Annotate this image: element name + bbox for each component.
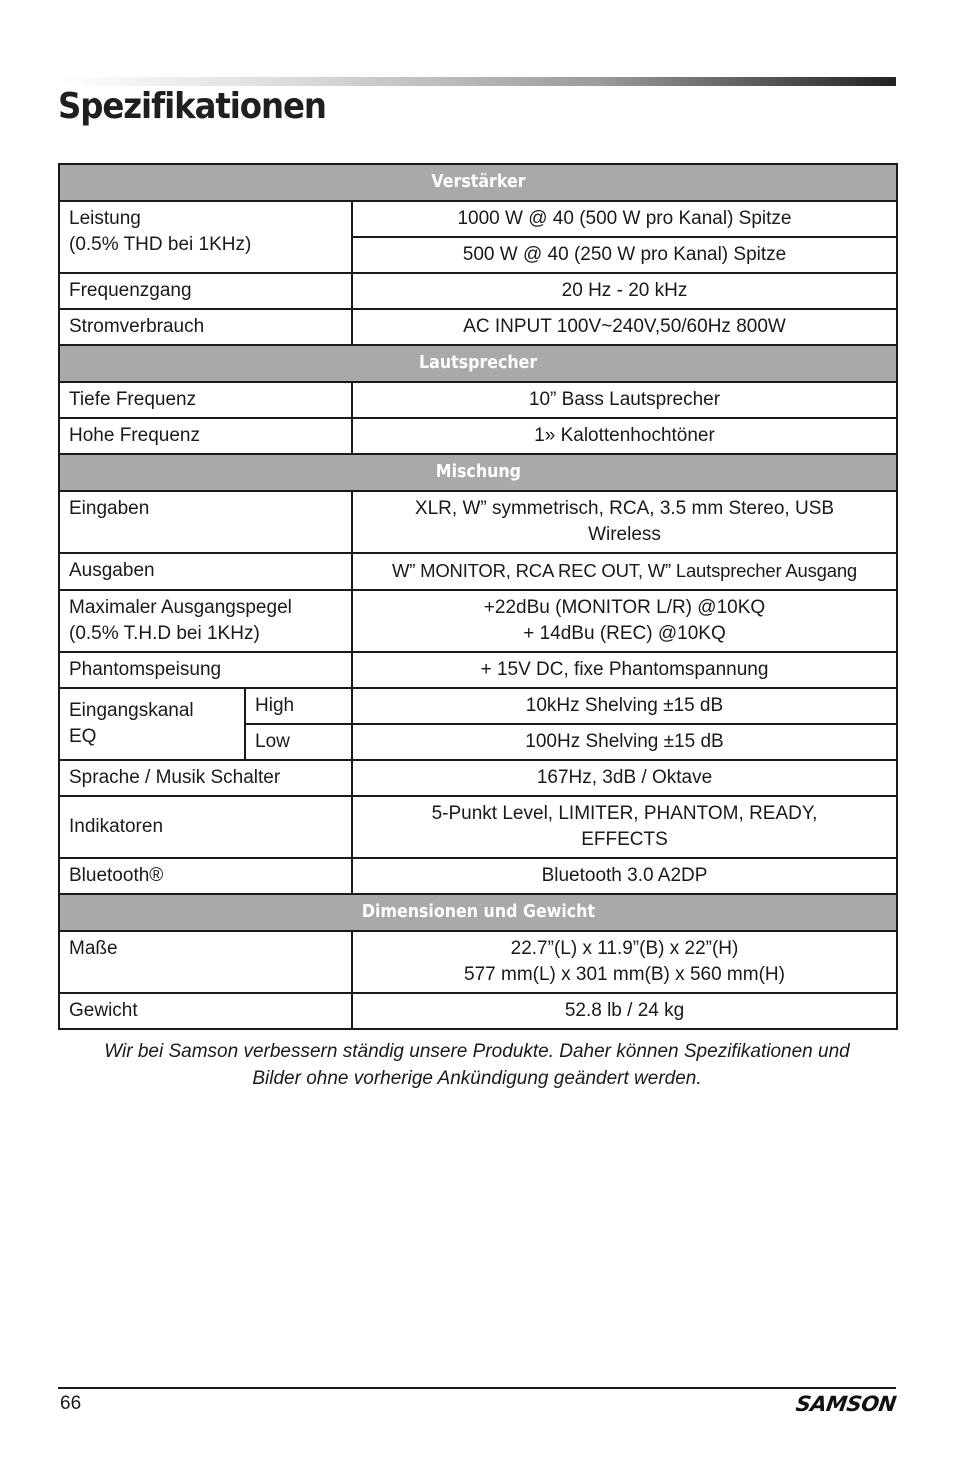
spec-value: 167Hz, 3dB / Oktave [352,760,897,796]
spec-value-line: Wireless [588,524,661,545]
table-row-power-1 [59,201,897,237]
section-title: Verstärker [430,171,526,192]
spec-value-max-output [352,590,897,652]
spec-label: Phantomspeisung [59,652,352,688]
spec-value-line: XLR, W” symmetrisch, RCA, 3.5 mm Stereo, USB [414,498,835,519]
spec-label: Ausgaben [59,553,352,590]
table-row-indicators [59,796,897,858]
spec-label-line: Leistung [69,208,141,229]
spec-sublabel-high: High [245,688,352,724]
spec-value-indicators [352,796,897,858]
section-header-mixing [59,454,897,491]
spec-label-eq [59,688,245,760]
specifications-table [58,163,898,1030]
spec-label-line: (0.5% T.H.D bei 1KHz) [69,623,260,644]
spec-value-line: 577 mm(L) x 301 mm(B) x 560 mm(H) [464,964,785,985]
spec-label: Tiefe Frequenz [59,382,352,418]
spec-label: Frequenzgang [59,273,352,309]
spec-label-line: (0.5% THD bei 1KHz) [69,234,252,255]
spec-value-power-peak-1000: 1000 W @ 40 (500 W pro Kanal) Spitze [352,201,897,237]
spec-value-line: +22dBu (MONITOR L/R) @10KQ [483,597,766,618]
spec-label: Sprache / Musik Schalter [59,760,352,796]
table-row-low-freq [59,382,897,418]
page-title: Spezifikationen [58,86,326,127]
spec-value: AC INPUT 100V~240V,50/60Hz 800W [352,309,897,345]
spec-value: 1» Kalottenhochtöner [352,418,897,454]
spec-value: 52.8 lb / 24 kg [352,993,897,1029]
spec-label: Eingaben [59,491,352,553]
section-title: Dimensionen und Gewicht [361,901,595,922]
spec-label-power [59,201,352,273]
table-row-bluetooth [59,858,897,894]
spec-label-line: Maximaler Ausgangspegel [69,597,292,618]
spec-value-line: + 14dBu (REC) @10KQ [523,623,726,644]
table-row-weight [59,993,897,1029]
top-header-rule [58,77,896,86]
spec-value-inputs [352,491,897,553]
section-header-dimensions [59,894,897,931]
section-title: Mischung [435,461,521,482]
page-number: 66 [60,1393,82,1414]
spec-value: + 15V DC, fixe Phantomspannung [352,652,897,688]
spec-label: Indikatoren [59,796,352,858]
section-title: Lautsprecher [418,352,538,373]
spec-value-power-peak-500: 500 W @ 40 (250 W pro Kanal) Spitze [352,237,897,273]
table-row-eq-high [59,688,897,724]
table-row-phantom [59,652,897,688]
spec-value: Bluetooth 3.0 A2DP [352,858,897,894]
footer-rule [58,1387,896,1389]
spec-label: Gewicht [59,993,352,1029]
footnote-line: Bilder ohne vorherige Ankündigung geändert werden. [252,1068,702,1089]
table-row-freq-response [59,273,897,309]
table-row-voice-music [59,760,897,796]
section-header-speakers [59,345,897,382]
table-row-outputs [59,553,897,590]
spec-value-size [352,931,897,993]
spec-value-line: 5-Punkt Level, LIMITER, PHANTOM, READY, [431,803,818,824]
table-row-size [59,931,897,993]
section-header-amp [59,164,897,201]
spec-label: Bluetooth® [59,858,352,894]
spec-value: W” MONITOR, RCA REC OUT, W” Lautsprecher Ausgang [391,560,857,581]
spec-value-eq-high: 10kHz Shelving ±15 dB [352,688,897,724]
disclaimer-footnote [58,1038,896,1092]
table-row-high-freq [59,418,897,454]
spec-value-line: 22.7”(L) x 11.9”(B) x 22”(H) [510,938,739,959]
spec-value: 20 Hz - 20 kHz [352,273,897,309]
spec-label-max-output [59,590,352,652]
spec-label: Hohe Frequenz [59,418,352,454]
spec-value-line: EFFECTS [581,829,668,850]
spec-label-line: Eingangskanal [69,700,194,721]
table-row-power-consumption [59,309,897,345]
spec-value: 10” Bass Lautsprecher [352,382,897,418]
table-row-inputs [59,491,897,553]
samson-logo: SAMSON [794,1392,898,1416]
spec-label: Stromverbrauch [59,309,352,345]
footnote-line: Wir bei Samson verbessern ständig unsere Produkte. Daher können Spezifikationen und [104,1041,850,1062]
spec-sublabel-low: Low [245,724,352,760]
spec-value-eq-low: 100Hz Shelving ±15 dB [352,724,897,760]
spec-value-cell [352,553,897,590]
spec-label: Maße [59,931,352,993]
spec-label-line: EQ [69,726,97,747]
table-row-max-output [59,590,897,652]
